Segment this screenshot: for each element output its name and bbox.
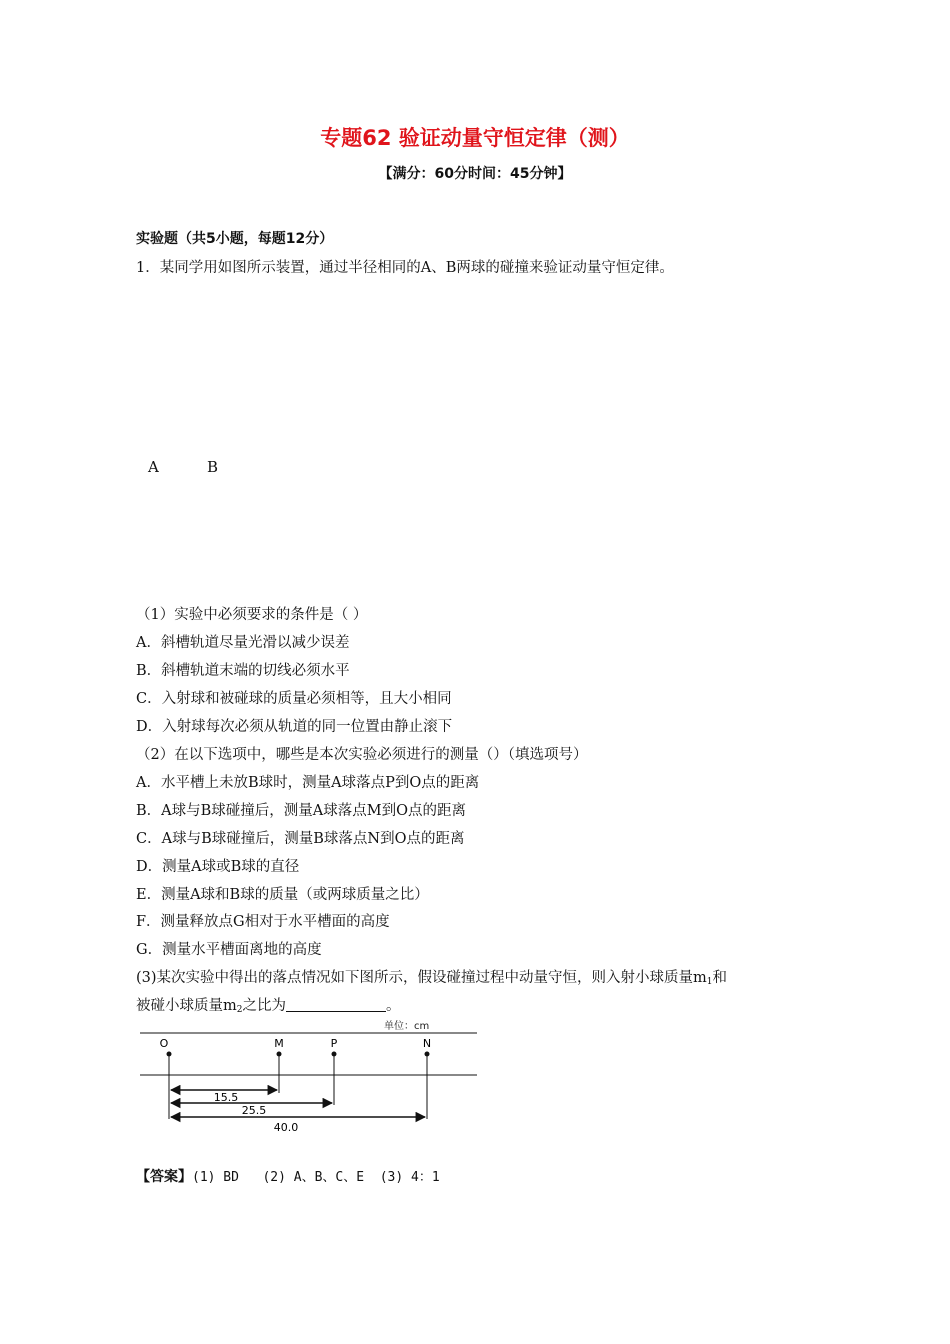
part2-option: F．测量释放点G相对于水平槽面的高度 (136, 914, 390, 930)
figure-label-b: B (207, 458, 219, 476)
distance-op-label: 25.5 (241, 1104, 267, 1117)
subscript: 2 (236, 1005, 243, 1015)
part3-text: (3)某次实验中得出的落点情况如下图所示，假设碰撞过程中动量守恒，则入射小球质量m (136, 970, 707, 986)
part1-option: C．入射球和被碰球的质量必须相等，且大小相同 (136, 691, 452, 707)
part2-option: C．A球与B球碰撞后，测量B球落点N到O点的距离 (136, 831, 465, 847)
part3-line1 (136, 966, 727, 987)
part3-text: 。 (385, 998, 401, 1014)
landing-points-diagram (136, 1015, 481, 1140)
document-title: 专题62 验证动量守恒定律（测） (320, 126, 630, 150)
part3-text: 和 (712, 970, 728, 986)
part2-option: E．测量A球和B球的质量（或两球质量之比） (136, 887, 429, 903)
part1-option: D．入射球每次必须从轨道的同一位置由静止滚下 (136, 719, 453, 735)
score-time-info: 【满分：60分时间：45分钟】 (378, 166, 572, 182)
answer-line (136, 1166, 440, 1186)
section-heading: 实验题（共5小题，每题12分） (136, 231, 334, 247)
part1-prompt: （1）实验中必须要求的条件是（ ） (136, 607, 368, 623)
answer-blank[interactable] (286, 997, 386, 1012)
point-label-n: N (422, 1037, 432, 1050)
answer-text: (1) BD (2) A、B、C、E (3) 4：1 (192, 1170, 440, 1185)
point-label-o: O (159, 1037, 169, 1050)
part1-option: A．斜槽轨道尽量光滑以减少误差 (136, 635, 350, 651)
distance-on-label: 40.0 (273, 1121, 299, 1134)
unit-label: 单位：cm (384, 1021, 430, 1032)
figure-label-a: A (148, 458, 159, 476)
part1-option: B．斜槽轨道末端的切线必须水平 (136, 663, 350, 679)
part2-prompt: （2）在以下选项中，哪些是本次实验必须进行的测量（）（填选项号） (136, 747, 588, 763)
subscript: 1 (706, 977, 713, 987)
part2-option: A．水平槽上未放B球时，测量A球落点P到O点的距离 (136, 775, 480, 791)
part3-text: 之比为 (242, 998, 286, 1014)
part2-option: B．A球与B球碰撞后，测量A球落点M到O点的距离 (136, 803, 466, 819)
point-label-m: M (274, 1037, 284, 1050)
answer-label: 【答案】 (136, 1169, 192, 1185)
part2-option: D．测量A球或B球的直径 (136, 859, 300, 875)
point-label-p: P (330, 1037, 338, 1050)
question-stem: 1．某同学用如图所示装置，通过半径相同的A、B两球的碰撞来验证动量守恒定律。 (136, 260, 674, 276)
part3-text: 被碰小球质量m (136, 998, 237, 1014)
distance-om-label: 15.5 (213, 1091, 239, 1104)
part3-line2 (136, 994, 400, 1015)
part2-option: G．测量水平槽面离地的高度 (136, 942, 322, 958)
